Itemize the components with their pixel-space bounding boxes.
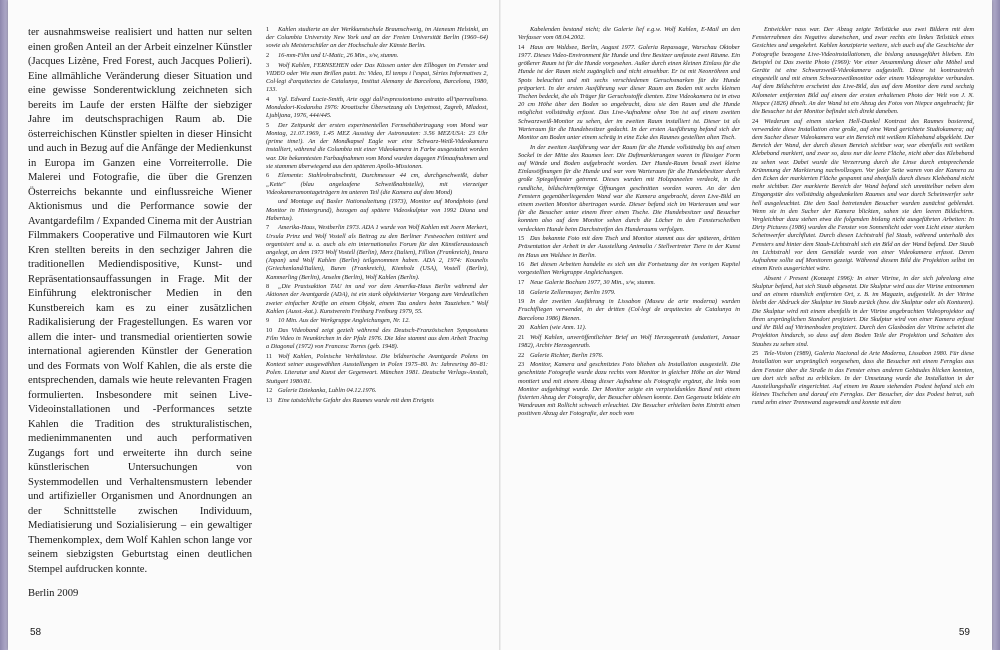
endnote — [266, 387, 488, 395]
endnote-text: Wolf Kahlen, FERNSEHEN oder Das Küssen unter den Ellbogen im Fenster und VIDEO oder Wie man Brillen putzt. In: Video, El temps i l'espai, Sèries Informatives 2, Col·legi d'arquitectes de Catalunya, Institut Alemany de Barcelona, Barcelona, 1980, 133. — [266, 61, 488, 94]
endnote-text: Galerie Dziekanka, Lublin 04.12.1976. — [278, 387, 377, 395]
endnote — [518, 352, 740, 360]
endnotes-column-left — [266, 26, 488, 601]
endnote-text: Kabelenden bestand nicht; die Galerie lief e.g.w. Wolf Kahlen, E-Mail an den Verfasser vom 08.04.2002. — [518, 26, 740, 42]
main-text-column — [28, 26, 252, 599]
endnote-number: 16 — [518, 261, 525, 269]
endnote-number: 9 — [266, 317, 270, 325]
endnote-number: 20 — [518, 324, 525, 332]
endnote — [518, 324, 740, 332]
endnote-number: 21 — [518, 333, 525, 341]
endnote-number: 13 — [266, 396, 273, 404]
book-spread — [8, 0, 992, 650]
endnote — [752, 275, 974, 349]
endnote-number: 23 — [518, 361, 525, 369]
endnote-text: Entwickler nass war. Der Abzug zeigte Teilstücke aus zwei Bildern mit dem Fensterrahmen des Negativs dazwischen, und zwar rechts ein linkes Teilstück eines Gesichtes und umgekehrt. Kahlen konzipierte weitere, sich auch auf die Geschichte der Fotografie bezogene Live-Videoinstallationen, die bislang unausgeführt blieben. Ein Beispiel ist Das zweite Photo (1969): Vor einer Ansammlung dieser alte Möbel und Geräte ist eine Schwarzweiß-Videokamera aufgestellt. Diese ist kontrastreich eingestellt und mit einem Schwarzweißmonitor oder einem Videoprojektor verbunden. Auf dem Bildschirm erscheint das Live-Bild, das auf dem Monitor dem rund sechzig Kilometer entfernten Bild auf einem der ersten erhaltenen Photo der Welt von J. N. Niepce (1826) ähnelt. An der Wand ist ein Abzug des Fotos von Niepce angebracht; für die Besucher ist der Monitor befindet sich direkt daneben. — [752, 26, 974, 116]
left-page — [8, 0, 500, 650]
endnote-text: Galerie Zellermayer, Berlin 1979. — [530, 288, 616, 296]
endnote-number: 18 — [518, 288, 525, 296]
body-paragraph: ter ausnahmsweise realisiert und hatten nur selten einen großen Anteil an der Arbeit einzelner Künstler (Jacques Lizène, Fred Forest, auch Jacques Polieri). Eine allmähliche Veränderung dieser Situation und eine gewisse Sonderentwicklung zeichneten sich bereits im Laufe der ersten Hälfte der siebziger Jahre im deutschsprachigen Raum ab. Die österreichischen Künstler spielten in dieser Hinsicht und auch in Bezug auf die Anfänge der Medienkunst in Europa im Ganzen eine Vorreiterrolle. Die Malerei und Fotografie, die über die Grenzen Österreichs bekannte und einflussreiche Wiener Aktionismus und die Performance sowie der Avantgardefilm / Expanded Cinema mit der Austrian Filmmakers Cooperative und Filmautoren wie Kurt Kren stellten bereits in den sechziger Jahren die traditionellen Mediendispositive, Kunst- und Repräsentationsauffassungen in Frage. Mit der Einführung elektronischer Medien in den Kunstbereich kam es zu einer zusätzlichen Radikalisierung der Fragestellungen. Es waren vor allem die inter- und transmedial orientierten sowie international agierenden Künstler der Generation und des Formats von Wolf Kahlen, die als erste die entsprechenden, damals wie heute relevanten Fragen formulierten. Insbesondere mit seinen Live-Videoinstallationen und -Performances setzte Kahlen die Tradition des strukturalistischen, medienimmanenten und auch performativen Zugangs fort und erweiterte ihn durch seine künstlerischen Untersuchungen von Systemmodellen und Verhaltensmustern lebender und artifizieller Organismen und Anordnungen an der Schnittstelle zwischen Individuum, Mediatisierung und Sozialisierung – ein gewaltiger Themenkomplex, dem Wolf Kahlen schon lange vor seinem siebzigsten Geburtstag einen deutlichen Stempel aufdrucken konnte. — [28, 27, 252, 575]
endnote-number: 3 — [266, 61, 270, 69]
endnote — [518, 298, 740, 323]
endnote-number: 10 — [266, 327, 273, 335]
endnote-text: „Die Praxisaktion TAU im und vor dem Amerika-Haus Berlin während der Aktionen der Avantgarde (ADA), ist ein stark objektivierter Vorgang zum Verdeutlichen zweier einfacher Kräfte an einem Objekt, einem Tau anders beim Tauziehen." Wolf Kahlen (Ausst.-kat.). Kunstverein Freiburg Freiburg 1979, 55. — [266, 283, 488, 315]
book-edge-left — [0, 0, 8, 650]
endnote-text: Kahlen studierte an der Werkkunstschule Braunschweig, im Ateneum Helsinki, an der Columbia University New York und an der Freien Universität Berlin (1960–64) sowie als Meisterschüler an der Hochschule der Künste Berlin. — [266, 26, 488, 50]
endnote — [266, 317, 488, 325]
endnote — [752, 350, 974, 407]
endnote-text: Eine tatsächliche Gefahr des Raumes wurde mit dem Ereignis — [278, 396, 434, 404]
endnotes-column-right-b — [752, 26, 974, 601]
endnote-text: Der Zeitpunkt der ersten experimentellen Fernsehübertragung vom Mond war Montag, 21.07.1969, 1.45 MEZ Ausstieg der Astronauten: 3.56 MEZ/USA: 23 Uhr (prime time!). An der Mondkapsel Eagle war eine Schwarz-Weiß-Videokamera installiert, während die Columbia mit einer Videokamera in Farbe ausgestattet worden war. Die bekanntesten Farbaufnahmen vom Mond wurden dagegen Filmaufnahmen und sie stammen überwiegend aus den späteren Apollo-Missionen. — [266, 121, 488, 170]
endnote — [266, 172, 488, 197]
endnote — [266, 26, 488, 51]
endnote — [266, 224, 488, 281]
endnote-number: 8 — [266, 283, 270, 291]
right-page — [500, 0, 992, 650]
endnote-text: Das Videoband zeigt gezielt während des Deutsch-Französischen Symposiums Film Video in Neunkirchen in der Pfalz 1976. Die Idee stammt aus dem Arbeit Tracing a Diagonal (1972) von Francesc Torres (geb. 1948). — [266, 327, 488, 351]
endnote-text: und Montage auf Basler Nationalzeitung (1973), Monitor auf Mondphoto (und Monitor in Hintergrund), bezogen auf spätere Videoskulptur von 1992 Diana und Habertus). — [266, 198, 488, 222]
endnote — [752, 26, 974, 116]
endnote-number: 15 — [518, 235, 525, 243]
endnote — [266, 397, 488, 405]
endnote-number: 24 — [752, 117, 759, 125]
endnote-text: Das bekannte Foto mit dem Tisch und Monitor stammt aus der späteren, dritten Präsentation der Arbeit in der Ausstellung Animalia / Stellvertreter Tiere in der Kunst im Haus am Waldsee in Berlin. — [518, 235, 740, 259]
endnote — [518, 279, 740, 287]
endnote-text: Galerie Richter, Berlin 1976. — [530, 351, 604, 359]
endnote — [266, 353, 488, 386]
endnote-number: 5 — [266, 121, 270, 129]
endnote-number: 4 — [266, 95, 270, 103]
endnote-number: 12 — [266, 387, 273, 395]
endnote — [752, 118, 974, 274]
endnote-number: 22 — [518, 351, 525, 359]
endnote-text: In der zweiten Ausführung in Lissabon (Museu de arte moderna) wurden Fruchtfliegen verwendet, in der dritten (Col·legi de arquitectes de Catalunya in Barcelona 1986) Bienen. — [518, 298, 740, 322]
endnote-text: Tele-Vision (1989), Galeria Nacional de Arte Moderna, Lissabon 1980. Für diese Installation war ursprünglich vorgesehen, dass die Besucher mit einem Fernglas aus dem Fenster über die Straße in das Fenster eines anderen Gebäudes blicken konnten, um dort sich selbst zu erblicken. In der Umsetzung wurde die Installation in der Ausstellungshalle eingerichtet. Auf einem im Raum stehenden Podest befand sich ein kleines Tischchen und darauf ein Fernglas. Der Besucher, der das Podest betrat, sah rund zehn einer Trennwand zugewandt und konnte mit dem — [752, 350, 974, 407]
endnote-text: Bei diesen Arbeiten handelte es sich um die Fortsetzung der im vorigen Kapitel vorgestellten Werkgruppe Angleichungen. — [518, 261, 740, 277]
endnote-text: Elemente: Stahlrohrabschnitt, Durchmesser 44 cm, durchgeschweißt, daher „Kette" (blau angelaufene Schweißnahtstelle), mit vierzeiger Videokameramontageträgern im unteren Teil (die Kamera auf dem Mond) — [266, 172, 488, 196]
endnote-text: 16-mm-Film und U-Matic, 26 Min., s/w, stumm. — [278, 52, 399, 59]
endnote-number: 14 — [518, 43, 525, 51]
endnote-number: 17 — [518, 279, 525, 287]
endnote — [266, 62, 488, 95]
endnote-number: 2 — [266, 52, 270, 59]
endnote-number: 25 — [752, 350, 759, 358]
endnote — [518, 144, 740, 234]
signoff-location-date: Berlin 2009 — [28, 588, 79, 599]
endnote-text: Monitor, Kamera und geschnitztes Foto blieben als Installation ausgestellt. Die geschnitzte Fotografie wurde dazu rechts vom Monitor in gleicher Höhe an der Wand montiert und mit einem Abzug dieser Aufnahme als Fotografie ergänzt, die links vom Monitor aufgehängt wurde. Der Monitor zeigte ein verpixeldunkles Band mit einem fixierten Abzug der Fotografie, der Besucher ablesen konnte. Den Gegensatz bildete ein Wandraum mit Rollicht schwach erleuchtet. Die Besucher erhielten beim Eintritt einen positiven Abzug der Fotografie, der noch vom — [518, 361, 740, 418]
endnote — [518, 235, 740, 260]
endnote — [266, 52, 488, 60]
endnote — [266, 198, 488, 223]
endnote — [518, 334, 740, 350]
endnote-text: Wolf Kahlen, Polnische Verhältnisse. Die bildnerische Avantgarde Polens im Kontext seiner ausgewählten Ausstellungen in Polen 1975–80. In: Jahresring 80–81: Polen. Literatur und Kunst der Gegenwart. München 1981. Deutsche Verlags-Anstalt, Stuttgart 1980/81. — [266, 353, 488, 385]
endnote-text: Wolf Kahlen, unveröffentlichter Brief an Wolf Herzogenrath (undatiert, Januar 1982), Archiv Herzogenrath. — [518, 333, 740, 350]
endnote-text: 10 Min. Aus der Werkgruppe Angleichungen, Nr. 12. — [278, 317, 410, 325]
endnote — [266, 122, 488, 171]
endnote-number: 6 — [266, 172, 270, 180]
endnote-text: Haus am Waldsee, Berlin, August 1977. Galeria Repassage, Warschau Oktober 1977. Dieses Video-Environment für Hunde und ihre Besitzer umfasste zwei Räume. Ein größerer Raum ist für die Hunde vorgesehen. Außer durch einen kleinen Einlass für die Hunde ist der Raum nicht zugänglich und nicht einsehbar. Er ist mit Neonröhren und Spots beleuchtet und mit sechs verschiedenen Geruchsmarken für die Hunde präpariert. In der ersten Ausführung war dieser Raum am Boden mit sechs kleinen Tischen bedeckt, die als Träger für Geruchsstoffe dienten. Eine Videokamera ist in etwa 20 cm Höhe über den Boden so angebracht, dass sie den Raum und die Hunde möglichst vollständig erfasst. Das Live-Aufnahme ohne Ton ist auf einem zweiten Schwarzweiß-Monitor zu sehen, der im zweiten Raum installiert ist. Dieser ist als Warteraum für die Hundebesitzer gedacht. In der ersten Ausführung befand sich der Monitor am Boden unter einem schräg in eine Ecke des Raumes gestellten alten Tisch. — [518, 43, 740, 142]
endnote — [518, 26, 740, 42]
endnote — [266, 327, 488, 352]
endnote-number: 11 — [266, 353, 273, 361]
endnote — [518, 261, 740, 277]
endnote-text: Kahlen (wie Anm. 11). — [530, 324, 587, 332]
endnote-number: 19 — [518, 298, 525, 306]
endnote-number: 7 — [266, 224, 270, 232]
endnote-text: Wiederum auf einem starken Hell-Dunkel Kontrast des Raumes basierend, verwendete diese Installation eine große, auf eine Wand gerichtete Studiokamera; auf dem Sucher dieser Videokamera war ein Bereich mit weißem Klebeband abgeklebt. Der Bereich der Wand, der durch diesen Bereich sichtbar war, war ebenfalls mit weißem Klebeband markiert, und zwar so, dass nur die leere Fläche, nicht aber das Klebeband zu sehen war. Dabei wurde die Verzerrung durch die Linse durch entsprechende Krümmung der Markierung nachvollzogen. Vor jeder Seite waren von der Kamera zu den Ecken der markierten Fläche gespannt und ebenfalls durch dieses Klebeband nicht mehr sichtbar. Der markierte Bereich der Wand befand sich unmittelbar neben dem Eingangstür des vollständig abgedunkelten Raumes und war durch Scheinwerfer sehr hell ausgeleuchtet. Die den Saal betretenden Besucher wurden zunächst geblendet. Wenn sie in den Sucher der Kamera blickten, sahen sie den leeren Bildschirm. Vergleichbar dazu stehen etwa die folgenden bislang nicht ausgeführten Arbeiten: In Dirty Pictures (1986) wurden die Fenster von Sonnenlicht oder vom Licht einer starken Scheinwerfer durchflutet. Durch diesen Lichtstrahl fiel Staub, während unterhalb des Fensters und hinter dem Staub-Lichtstrahl sich ein Bild an der Wand befand. Der Staub im Lichtstrahl vor dem Gemälde wurde von einer Videokamera erfasst. Deren Aufnahme sollte auf Monitoren gezeigt. Während diesem Bild die Projektion selbst im einem Kreis ausgerichtet wäre. — [752, 117, 974, 273]
endnote-number: 1 — [266, 26, 270, 33]
endnote-text: Amerika-Haus, Westberlin 1973. ADA 1 wurde von Wolf Kahlen mit Joern Merkert, Ursula Prinz und Wolf Vostell als Beitrag zu den Berliner Festwochen initiiert und organisiert und u. a. auch als ein internationales Forum für den Künstleraustausch angelegt, an dem 1973 Wolf Vostell (Berlin), Merz (Italien), Fillion (Frankreich), Imura (Japan) und Wolf Kahlen (Berlin) teilgenommen haben. ADA 2, 1974: Kounelis (Griechenland/Italien), Buren (Frankreich), Kienholz (USA), Vostell (Berlin), Kammerling (Berlin), Anselm (Berlin), Wolf Kahlen (Berlin). — [266, 224, 488, 281]
endnote-text: Absent / Present (Konzept 1996): In einer Vitrine, in der sich jahrelang eine Skulptur befand, hat sich Staub abgesetzt. Die Skulptur wird aus der Vitrine entnommen und an einem räumlich entfernten Ort, z. B. im Magazin, aufgestellt. In der Vitrine bleibt der Abdruck der Skulptur im Staub zurück (bzw. die Skulptur oder als Konturen). Die Skulptur wird mit einem ebenfalls in der Vitrine angebrachten Videoprojektor auf ihren ursprünglichen Standort projiziert. Die Skulptur wird von einer Kamera erfasst und ihr Bild auf Vitrinenboden projiziert. Durch den Glasboden der Vitrine scheint die Projektion hindurch, so dass auf dem Boden Teile der Projektion und Schatten des Staubes zu sehen sind. — [752, 274, 974, 348]
endnote — [518, 361, 740, 418]
book-edge-right — [992, 0, 1000, 650]
endnote — [266, 283, 488, 316]
page-number-left: 58 — [30, 627, 42, 638]
endnote — [518, 289, 740, 297]
endnote — [266, 96, 488, 121]
endnote-text: In der zweiten Ausführung war der Raum für die Hunde vollständig bis auf einen Sockel in der Mitte des Raumes leer. Die Duftmarkierungen waren in flüssiger Form auf Wände und Boden aufgebracht worden. Der Hunde-Raum besaß zwei kleine Einlassöffnungen für die Hunde und war vom Warteraum für die Hundebesitzer durch große Spiegelfenster getrennt. Dieses wurden mit Holzpaneelen verdeckt, in die rundliche, bildschirmförmige Öffnungen geschnitten worden waren. An der den Fenstern gegenüberliegenden Wand war die Kamera angebracht, deren Live-Bild an einem zweiten Monitor übertragen wurde. Dieser befand sich im Warteraum und war für die Besucher unter einem Ihrer einen Tische. Die Hundebesitzer und Besucher konnten also auf dem Monitor sehen durch die Löcher in den Fensterscheiben verdeckten Hunde beim Durchstreifen des Hunderaums verfolgen. — [518, 143, 740, 233]
endnote — [518, 44, 740, 142]
page-number-right: 59 — [958, 627, 970, 638]
endnote-text: Neue Galerie Bochum 1977, 30 Min., s/w, stumm. — [530, 279, 656, 287]
endnote-text: Vgl. Edward Lucie-Smith, Arte oggi dall'espressionismo astratto all'iperrealismo. Mondadori-Kodansha 1976: Kroatische Übersetzung als Umjetnost, Zagreb, Mladost, Ljubljana, 1976, 444/445. — [266, 95, 488, 120]
endnotes-column-right-a — [518, 26, 740, 601]
